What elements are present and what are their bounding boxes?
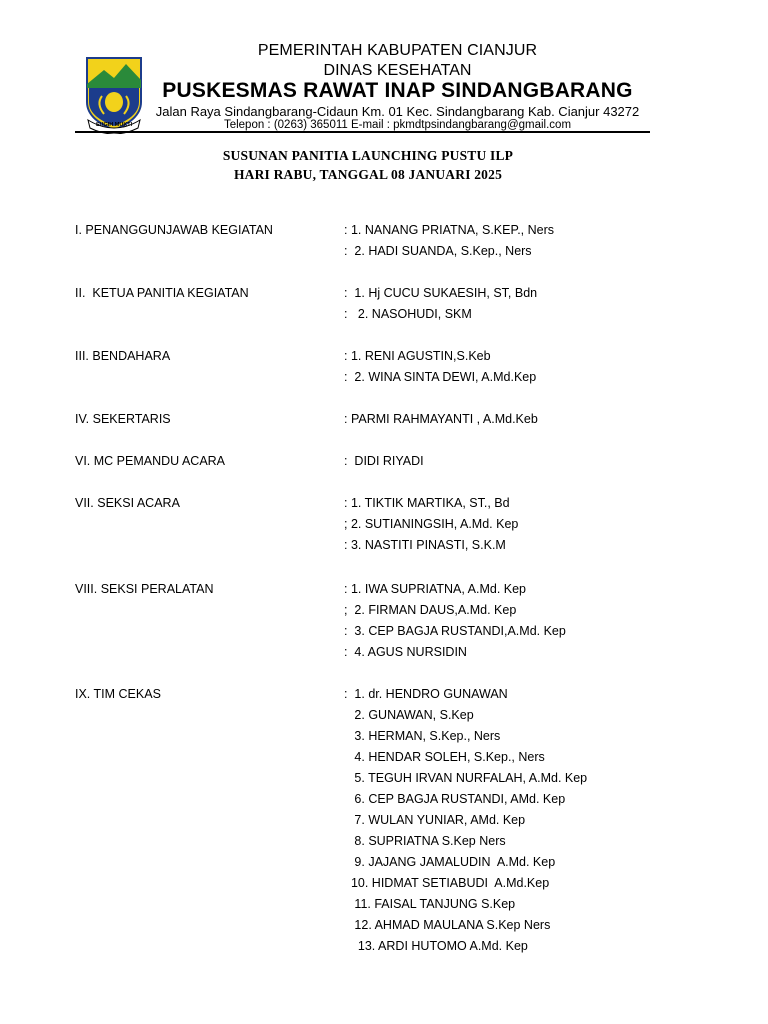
member-entry: ; 2. FIRMAN DAUS,A.Md. Kep [344, 603, 517, 617]
role-label: VIII. SEKSI PERALATAN [75, 582, 214, 596]
member-entry: 9. JAJANG JAMALUDIN A.Md. Kep [344, 855, 556, 869]
letterhead-address: Jalan Raya Sindangbarang-Cidaun Km. 01 Kec. Sindangbarang Kab. Cianjur 43272 [155, 104, 640, 119]
letterhead-contact: Telepon : (0263) 365011 E-mail : pkmdtpsindangbarang@gmail.com [223, 119, 572, 131]
letterhead-institution: PUSKESMAS RAWAT INAP SINDANGBARANG [162, 79, 633, 102]
member-entry: 12. AHMAD MAULANA S.Kep Ners [344, 918, 551, 932]
letterhead-government: PEMERINTAH KABUPATEN CIANJUR [257, 42, 538, 59]
member-entry: : 4. AGUS NURSIDIN [344, 645, 467, 659]
letterhead-divider [75, 131, 650, 133]
role-label: IX. TIM CEKAS [75, 687, 161, 701]
member-entry: 11. FAISAL TANJUNG S.Kep [344, 897, 516, 911]
member-entry: 4. HENDAR SOLEH, S.Kep., Ners [344, 750, 545, 764]
member-entry: 8. SUPRIATNA S.Kep Ners [344, 834, 506, 848]
member-entry: 13. ARDI HUTOMO A.Md. Kep [344, 939, 528, 953]
member-entry: 5. TEGUH IRVAN NURFALAH, A.Md. Kep [344, 771, 588, 785]
member-entry: : 3. NASTITI PINASTI, S.K.M [344, 538, 506, 552]
member-entry: 10. HIDMAT SETIABUDI A.Md.Kep [344, 876, 550, 890]
member-entry: : DIDI RIYADI [344, 454, 424, 468]
member-entry: : PARMI RAHMAYANTI , A.Md.Keb [344, 412, 538, 426]
document-date: HARI RABU, TANGGAL 08 JANUARI 2025 [233, 167, 503, 182]
member-entry: : 1. NANANG PRIATNA, S.KEP., Ners [344, 223, 555, 237]
role-label: II. KETUA PANITIA KEGIATAN [75, 286, 249, 300]
member-entry: 7. WULAN YUNIAR, AMd. Kep [344, 813, 526, 827]
member-entry: 6. CEP BAGJA RUSTANDI, AMd. Kep [344, 792, 566, 806]
document-title: SUSUNAN PANITIA LAUNCHING PUSTU ILP [222, 148, 514, 163]
member-entry: 2. GUNAWAN, S.Kep [344, 708, 474, 722]
member-entry: : 2. HADI SUANDA, S.Kep., Ners [344, 244, 532, 258]
member-entry: : 2. NASOHUDI, SKM [344, 307, 472, 321]
member-entry: : 3. CEP BAGJA RUSTANDI,A.Md. Kep [344, 624, 566, 638]
member-entry: : 1. TIKTIK MARTIKA, ST., Bd [344, 496, 510, 510]
role-label: III. BENDAHARA [75, 349, 171, 363]
member-entry: : 2. WINA SINTA DEWI, A.Md.Kep [344, 370, 537, 384]
member-entry: : 1. Hj CUCU SUKAESIH, ST, Bdn [344, 286, 538, 300]
member-entry: 3. HERMAN, S.Kep., Ners [344, 729, 501, 743]
role-label: VII. SEKSI ACARA [75, 496, 180, 510]
member-entry: : 1. RENI AGUSTIN,S.Keb [344, 349, 491, 363]
role-label: VI. MC PEMANDU ACARA [75, 454, 226, 468]
role-label: I. PENANGGUNJAWAB KEGIATAN [75, 223, 273, 237]
member-entry: ; 2. SUTIANINGSIH, A.Md. Kep [344, 517, 519, 531]
role-label: IV. SEKERTARIS [75, 412, 171, 426]
logo-motto: SUGIH MUKTI [95, 122, 133, 128]
member-entry: : 1. dr. HENDRO GUNAWAN [344, 687, 508, 701]
letterhead-department: DINAS KESEHATAN [323, 62, 472, 79]
member-entry: : 1. IWA SUPRIATNA, A.Md. Kep [344, 582, 527, 596]
